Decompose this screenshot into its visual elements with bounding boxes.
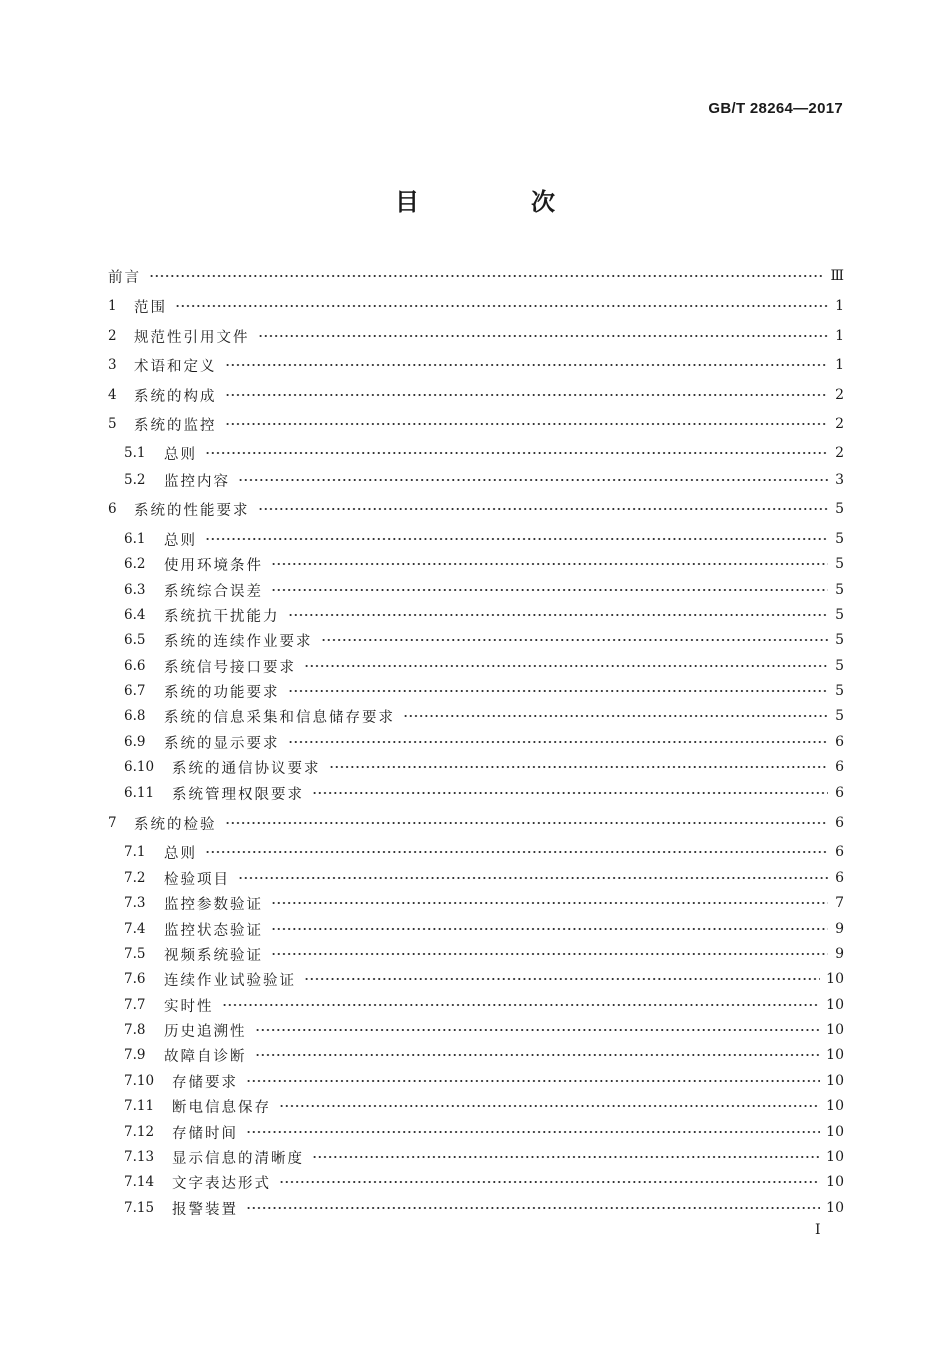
toc-entry-label: 系统管理权限要求 [172,786,304,803]
toc-entry-page: 5 [835,607,844,623]
toc-entry-page: 1 [835,357,844,373]
toc-leader-dots [149,273,824,279]
toc-entry-number: 7.4 [124,921,146,937]
toc-entry-number: 3 [108,357,117,373]
toc-leader-dots [271,561,828,567]
toc-entry[interactable] [124,579,844,601]
toc-entry-page: 10 [826,971,844,987]
toc-entry-page: 9 [835,921,844,937]
toc-entry-number: 7.3 [124,895,146,911]
toc-leader-dots [205,536,828,542]
toc-entry-page: 6 [835,815,844,831]
table-of-contents [108,0,844,1345]
toc-entry[interactable] [124,655,844,677]
toc-entry-label: 系统的连续作业要求 [164,633,313,650]
toc-entry-label: 系统的通信协议要求 [172,760,321,777]
page-title: 目 次 [395,188,599,216]
toc-entry-number: 6.9 [124,734,146,750]
toc-entry[interactable] [108,265,844,287]
toc-entry-label: 系统抗干扰能力 [164,608,280,625]
toc-entry-label: 断电信息保存 [172,1099,271,1116]
toc-entry[interactable] [124,892,844,914]
toc-leader-dots [255,1027,821,1033]
toc-leader-dots [288,688,829,694]
toc-entry-label: 总则 [164,532,197,549]
toc-entry-label: 系统综合误差 [164,583,263,600]
toc-entry-page: 10 [826,997,844,1013]
toc-entry-label: 监控参数验证 [164,896,263,913]
toc-leader-dots [175,303,828,309]
toc-entry-number: 6.8 [124,708,146,724]
toc-leader-dots [304,976,820,982]
page-number: I [815,1222,821,1238]
toc-entry[interactable] [124,528,844,550]
toc-leader-dots [225,820,829,826]
toc-entry-label: 术语和定义 [134,358,217,375]
toc-entry[interactable] [124,705,844,727]
toc-entry[interactable] [124,1044,844,1066]
toc-entry-number: 6.2 [124,556,146,572]
toc-entry-label: 系统的信息采集和信息储存要求 [164,709,395,726]
toc-entry-number: 7.13 [124,1149,155,1165]
toc-leader-dots [258,333,829,339]
toc-entry-label: 报警装置 [172,1201,238,1218]
toc-entry-number: 6.4 [124,607,146,623]
toc-entry[interactable] [124,994,844,1016]
toc-leader-dots [258,506,829,512]
toc-entry-number: 7.7 [124,997,146,1013]
toc-entry-number: 7.6 [124,971,146,987]
toc-entry[interactable] [124,782,844,804]
toc-entry-page: 5 [835,708,844,724]
toc-leader-dots [279,1179,820,1185]
toc-entry-label: 存储要求 [172,1074,238,1091]
toc-entry-label: 系统的功能要求 [164,684,280,701]
toc-entry[interactable] [124,553,844,575]
toc-entry-number: 5.2 [124,472,146,488]
toc-entry-page: 3 [835,472,844,488]
toc-leader-dots [225,392,829,398]
toc-entry-label: 检验项目 [164,871,230,888]
toc-leader-dots [279,1103,820,1109]
toc-leader-dots [271,951,828,957]
toc-entry-page: 10 [826,1149,844,1165]
toc-leader-dots [312,1154,820,1160]
toc-entry-number: 7 [108,815,117,831]
toc-entry[interactable] [124,968,844,990]
toc-entry[interactable] [124,442,844,464]
toc-entry-label: 文字表达形式 [172,1175,271,1192]
toc-entry-label: 前言 [108,269,141,286]
toc-entry-label: 系统的监控 [134,417,217,434]
toc-entry-number: 5.1 [124,445,146,461]
toc-entry[interactable] [124,756,844,778]
toc-entry-label: 监控状态验证 [164,922,263,939]
toc-entry-label: 存储时间 [172,1125,238,1142]
toc-entry-page: 5 [835,632,844,648]
toc-entry-page: 5 [835,531,844,547]
toc-entry-page: 10 [826,1047,844,1063]
toc-entry-number: 6.7 [124,683,146,699]
toc-entry-page: 2 [835,416,844,432]
toc-entry-number: 7.9 [124,1047,146,1063]
toc-leader-dots [271,587,828,593]
toc-entry-page: 6 [835,844,844,860]
toc-entry-number: 7.14 [124,1174,155,1190]
toc-entry-label: 故障自诊断 [164,1048,247,1065]
toc-leader-dots [246,1129,820,1135]
toc-entry[interactable] [108,384,844,406]
toc-leader-dots [288,739,829,745]
toc-entry-page: 10 [826,1022,844,1038]
toc-leader-dots [225,362,829,368]
toc-entry-label: 历史追溯性 [164,1023,247,1040]
toc-entry-label: 规范性引用文件 [134,329,250,346]
toc-entry-number: 6.11 [124,785,155,801]
toc-entry-page: 10 [826,1200,844,1216]
toc-leader-dots [288,612,829,618]
toc-entry-page: 6 [835,759,844,775]
toc-entry-number: 1 [108,298,117,314]
toc-entry[interactable] [124,867,844,889]
toc-entry-page: 9 [835,946,844,962]
toc-entry-number: 6.1 [124,531,146,547]
toc-entry[interactable] [108,812,844,834]
toc-entry[interactable] [124,1197,844,1219]
toc-entry-label: 视频系统验证 [164,947,263,964]
toc-entry-number: 6.3 [124,582,146,598]
toc-leader-dots [304,663,828,669]
toc-entry-page: 5 [835,556,844,572]
toc-entry[interactable] [124,918,844,940]
toc-entry-label: 系统信号接口要求 [164,659,296,676]
toc-entry-number: 2 [108,328,117,344]
toc-entry-number: 7.10 [124,1073,155,1089]
toc-leader-dots [255,1052,821,1058]
toc-entry[interactable] [108,325,844,347]
toc-leader-dots [271,926,828,932]
toc-entry[interactable] [124,604,844,626]
toc-entry-number: 7.2 [124,870,146,886]
toc-entry-label: 系统的构成 [134,388,217,405]
toc-leader-dots [246,1205,820,1211]
standard-code: GB/T 28264—2017 [708,100,843,117]
toc-entry[interactable] [124,841,844,863]
toc-entry-label: 系统的显示要求 [164,735,280,752]
toc-entry[interactable] [124,1171,844,1193]
toc-leader-dots [321,637,829,643]
toc-leader-dots [403,713,828,719]
toc-entry[interactable] [108,354,844,376]
toc-leader-dots [238,875,828,881]
toc-entry-number: 6.10 [124,759,155,775]
toc-entry[interactable] [124,680,844,702]
toc-leader-dots [312,790,828,796]
toc-entry[interactable] [108,413,844,435]
toc-entry-page: 5 [835,658,844,674]
toc-entry-label: 实时性 [164,998,214,1015]
toc-entry[interactable] [124,629,844,651]
toc-entry-label: 使用环境条件 [164,557,263,574]
toc-entry-number: 6.6 [124,658,146,674]
toc-entry-number: 6.5 [124,632,146,648]
toc-entry-number: 7.8 [124,1022,146,1038]
toc-leader-dots [329,764,829,770]
toc-entry-number: 7.15 [124,1200,155,1216]
toc-leader-dots [205,849,828,855]
toc-entry-label: 监控内容 [164,473,230,490]
toc-entry-page: 10 [826,1073,844,1089]
toc-entry-page: 5 [835,683,844,699]
toc-entry-page: 1 [835,298,844,314]
toc-entry-label: 系统的性能要求 [134,502,250,519]
toc-entry[interactable] [124,943,844,965]
toc-entry[interactable] [124,731,844,753]
toc-leader-dots [222,1002,821,1008]
toc-entry[interactable] [124,1019,844,1041]
toc-entry-page: 5 [835,501,844,517]
toc-entry-label: 显示信息的清晰度 [172,1150,304,1167]
toc-entry[interactable] [124,469,844,491]
toc-entry[interactable] [124,1095,844,1117]
toc-entry-page: 1 [835,328,844,344]
toc-entry-page: 7 [835,895,844,911]
toc-entry-page: Ⅲ [830,268,844,284]
toc-entry-number: 7.5 [124,946,146,962]
toc-entry-page: 10 [826,1124,844,1140]
toc-entry-page: 10 [826,1098,844,1114]
toc-leader-dots [225,421,829,427]
toc-entry-label: 范围 [134,299,167,316]
toc-entry-page: 6 [835,870,844,886]
toc-entry[interactable] [124,1146,844,1168]
toc-leader-dots [205,450,828,456]
toc-entry-number: 6 [108,501,117,517]
toc-entry-page: 6 [835,785,844,801]
toc-entry-number: 5 [108,416,117,432]
toc-entry[interactable] [124,1070,844,1092]
toc-entry-number: 7.11 [124,1098,155,1114]
toc-leader-dots [271,900,828,906]
toc-entry-number: 4 [108,387,117,403]
toc-entry[interactable] [108,498,844,520]
toc-entry-label: 系统的检验 [134,816,217,833]
toc-entry[interactable] [108,295,844,317]
toc-entry-page: 10 [826,1174,844,1190]
toc-entry-label: 总则 [164,446,197,463]
toc-entry-page: 6 [835,734,844,750]
toc-entry-label: 总则 [164,845,197,862]
toc-leader-dots [238,477,828,483]
toc-entry[interactable] [124,1121,844,1143]
toc-entry-label: 连续作业试验验证 [164,972,296,989]
toc-entry-page: 2 [835,445,844,461]
toc-entry-number: 7.12 [124,1124,155,1140]
toc-leader-dots [246,1078,820,1084]
toc-entry-page: 2 [835,387,844,403]
toc-entry-number: 7.1 [124,844,146,860]
toc-entry-page: 5 [835,582,844,598]
